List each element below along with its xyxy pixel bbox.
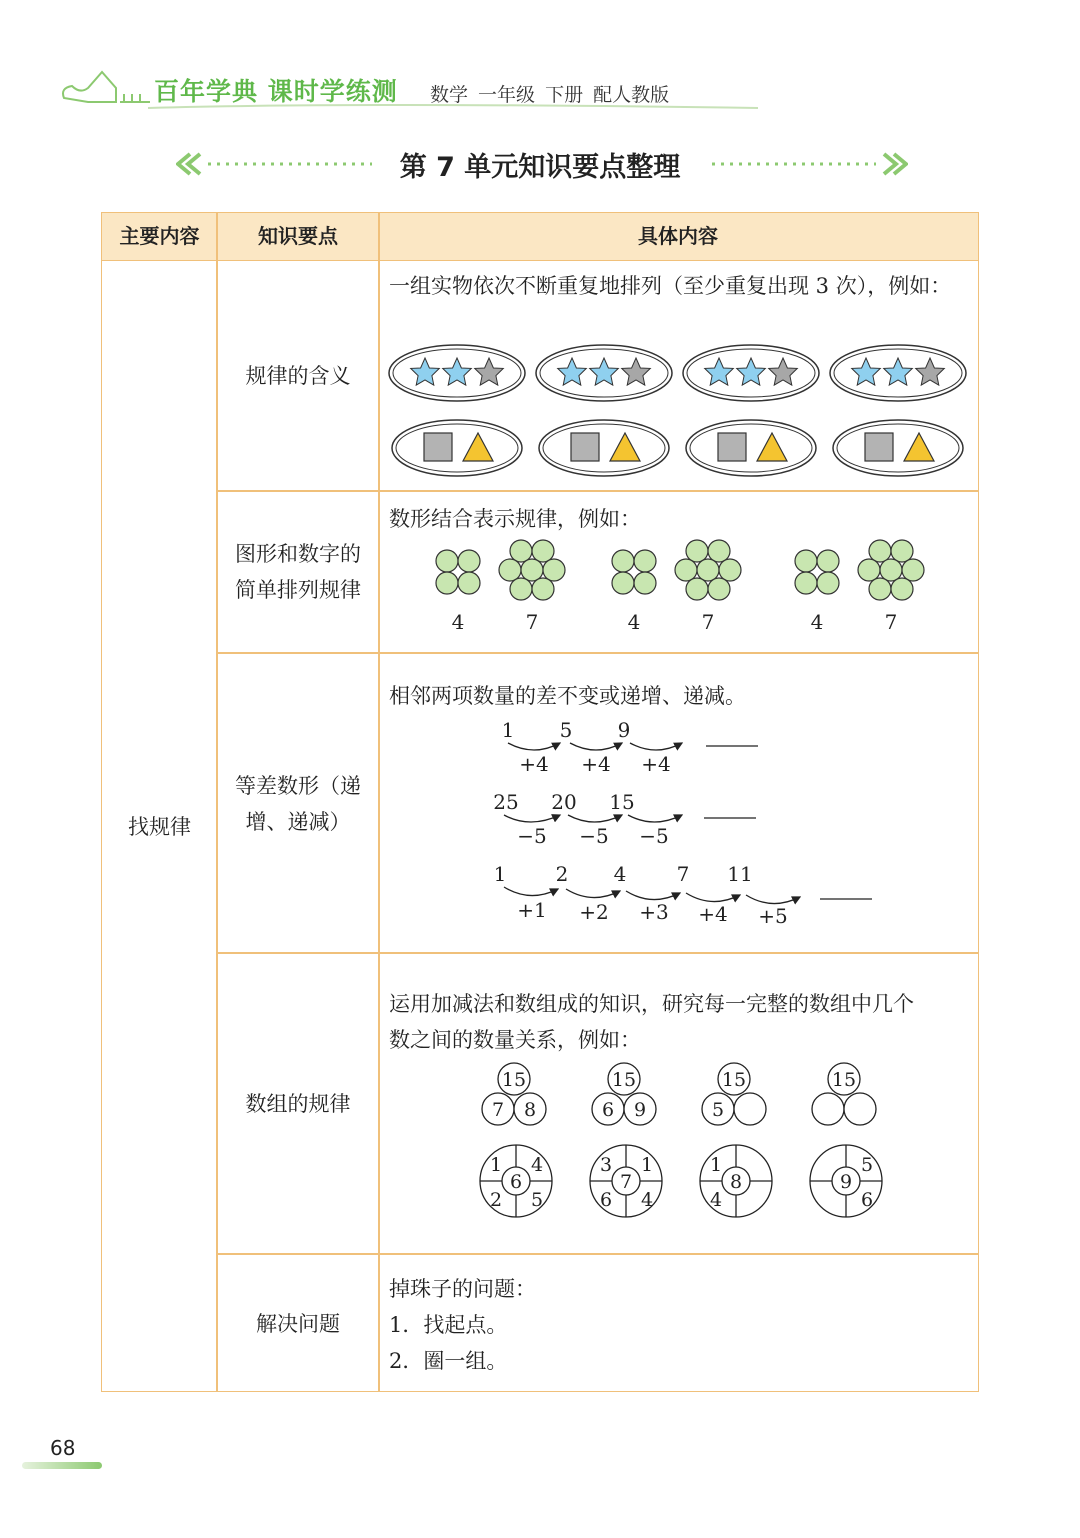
sequence-term: 15 xyxy=(609,790,635,814)
svg-text:3: 3 xyxy=(599,1154,613,1176)
svg-text:8: 8 xyxy=(729,1171,743,1193)
svg-text:1: 1 xyxy=(709,1154,723,1176)
number-triple xyxy=(812,1063,876,1125)
count-label: 4 xyxy=(810,610,824,634)
number-group-text: 运用加减法和数组成的知识，研究每一完整的数组中几个 数之间的数量关系，例如： xyxy=(389,992,914,1052)
count-label: 7 xyxy=(884,610,898,634)
circle-cluster-4 xyxy=(436,550,480,594)
svg-text:1: 1 xyxy=(489,1154,503,1176)
circle-cluster-7 xyxy=(499,540,565,600)
number-wheel xyxy=(810,1145,882,1217)
svg-text:15: 15 xyxy=(831,1069,857,1091)
page-header xyxy=(58,64,758,116)
shape-group xyxy=(686,420,816,476)
count-label: 7 xyxy=(701,610,715,634)
point-number-group-pattern: 数组的规律 xyxy=(245,1092,351,1116)
difference-label: +4 xyxy=(641,752,671,776)
sequence-term: 1 xyxy=(501,718,515,742)
row-divider xyxy=(217,490,979,492)
star-group xyxy=(830,345,966,401)
svg-text:15: 15 xyxy=(611,1069,637,1091)
unit-title: 第 7 单元知识要点整理 xyxy=(0,145,1080,184)
page-number: 68 xyxy=(50,1436,76,1460)
number-triple xyxy=(702,1063,766,1125)
svg-text:15: 15 xyxy=(501,1069,527,1091)
svg-text:5: 5 xyxy=(860,1154,874,1176)
circle-cluster-4 xyxy=(795,550,839,594)
sequence-term: 20 xyxy=(551,790,577,814)
header-underline xyxy=(58,64,758,116)
circle-cluster-7 xyxy=(675,540,741,600)
column-divider xyxy=(378,213,380,1391)
svg-text:6: 6 xyxy=(860,1189,874,1211)
arithmetic-pattern-text: 相邻两项数量的差不变或递增、递减。 xyxy=(389,684,746,708)
pattern-meaning-text: 一组实物依次不断重复地排列（至少重复出现 3 次），例如： xyxy=(389,274,952,298)
shape-group xyxy=(833,420,963,476)
difference-label: −5 xyxy=(517,824,547,848)
difference-label: −5 xyxy=(639,824,669,848)
star-group xyxy=(389,345,525,401)
sequence-term: 5 xyxy=(559,718,573,742)
star-group xyxy=(536,345,672,401)
sequence-term: 4 xyxy=(613,862,627,886)
sequence-term: 11 xyxy=(727,862,753,886)
table-header-row xyxy=(102,213,978,261)
difference-label: +5 xyxy=(758,904,788,928)
svg-text:6: 6 xyxy=(601,1099,615,1121)
svg-text:5: 5 xyxy=(530,1189,544,1211)
circle-cluster-figure xyxy=(384,535,976,645)
count-label: 7 xyxy=(525,610,539,634)
point-shape-number-pattern: 图形和数字的 简单排列规律 xyxy=(235,542,361,602)
page-number-bar xyxy=(22,1462,102,1469)
svg-text:7: 7 xyxy=(491,1099,505,1121)
sequence-term: 9 xyxy=(617,718,631,742)
count-label: 4 xyxy=(451,610,465,634)
svg-text:4: 4 xyxy=(709,1189,723,1211)
svg-text:9: 9 xyxy=(839,1171,853,1193)
knowledge-table xyxy=(101,212,979,1392)
svg-text:6: 6 xyxy=(509,1171,523,1193)
point-problem-solving: 解决问题 xyxy=(256,1312,340,1336)
shape-group xyxy=(539,420,669,476)
shape-number-text: 数形结合表示规律，例如： xyxy=(389,507,641,531)
main-topic: 找规律 xyxy=(128,814,191,839)
difference-label: −5 xyxy=(579,824,609,848)
number-triple xyxy=(592,1063,656,1125)
svg-text:6: 6 xyxy=(599,1189,613,1211)
number-wheel xyxy=(480,1145,552,1217)
header-main-content: 主要内容 xyxy=(119,224,200,248)
brand-title: 百年学典 课时学练测 xyxy=(154,77,398,106)
shape-group xyxy=(392,420,522,476)
count-label: 4 xyxy=(627,610,641,634)
svg-text:4: 4 xyxy=(640,1189,654,1211)
problem-solving-text: 掉珠子的问题： 1．找起点。 2．圈一组。 xyxy=(389,1277,536,1373)
svg-text:4: 4 xyxy=(530,1154,544,1176)
number-triple xyxy=(482,1063,546,1125)
row-divider xyxy=(217,1253,979,1255)
point-pattern-meaning: 规律的含义 xyxy=(245,364,351,388)
sequence-term: 2 xyxy=(555,862,569,886)
star-group xyxy=(683,345,819,401)
svg-text:8: 8 xyxy=(523,1099,537,1121)
svg-text:9: 9 xyxy=(633,1099,647,1121)
svg-text:5: 5 xyxy=(711,1099,725,1121)
repeating-pattern-figure xyxy=(384,341,976,481)
difference-label: +2 xyxy=(579,900,609,924)
difference-label: +4 xyxy=(698,902,728,926)
difference-label: +4 xyxy=(519,752,549,776)
row-divider xyxy=(217,952,979,954)
header-details: 具体内容 xyxy=(638,224,718,248)
difference-label: +4 xyxy=(581,752,611,776)
circle-cluster-4 xyxy=(612,550,656,594)
svg-text:15: 15 xyxy=(721,1069,747,1091)
circle-cluster-7 xyxy=(858,540,924,600)
row-divider xyxy=(217,652,979,654)
book-info: 数学 一年级 下册 配人教版 xyxy=(430,84,670,106)
difference-label: +1 xyxy=(517,898,547,922)
number-wheel xyxy=(590,1145,662,1217)
arithmetic-sequences-figure xyxy=(384,713,976,928)
number-wheel xyxy=(700,1145,772,1217)
sequence-term: 1 xyxy=(493,862,507,886)
number-group-figure xyxy=(384,1061,976,1226)
svg-text:7: 7 xyxy=(619,1171,633,1193)
sequence-term: 25 xyxy=(493,790,519,814)
svg-text:1: 1 xyxy=(640,1154,654,1176)
point-arithmetic-pattern: 等差数形（递 增、递减） xyxy=(235,774,361,834)
difference-label: +3 xyxy=(639,900,669,924)
svg-text:2: 2 xyxy=(489,1189,503,1211)
sequence-term: 7 xyxy=(676,862,690,886)
header-knowledge-point: 知识要点 xyxy=(258,224,338,248)
